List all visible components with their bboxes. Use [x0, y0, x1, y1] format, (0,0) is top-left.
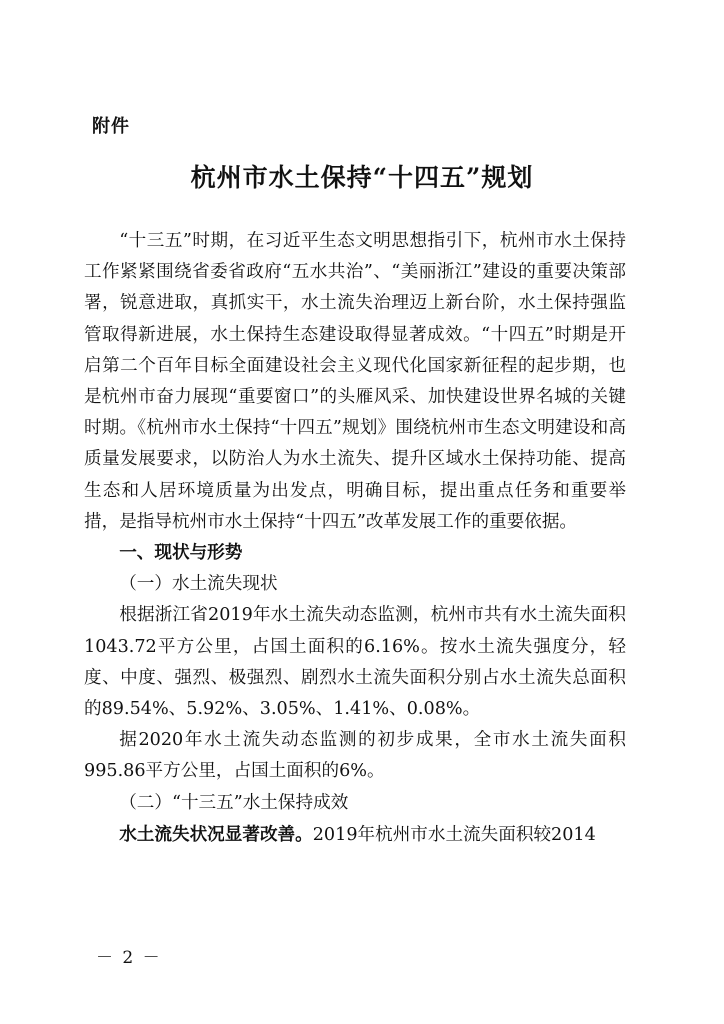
- page-number: － 2 －: [96, 948, 162, 968]
- subsection-heading-achievements: （二）“十三五”水土保持成效: [119, 792, 349, 813]
- intro-paragraph: “十三五”时期，在习近平生态文明思想指引下，杭州市水土保持工作紧紧围绕省委省政府“五水共治”、“美丽浙江”建设的重要决策部署，锐意进取，真抓实干，水土流失治理迈上新台阶，水土保持强监管取得新进展，水土保持生态建设取得显著成效。“十四五”时期是开启第二个百年目标全面建设社会主义现代化国家新征程的起步期，也是杭州市奋力展现“重要窗口”的头雁风采、加快建设世界名城的关键时期。《杭州市水土保持“十四五”规划》围绕杭州市生态文明建设和高质量发展要求，以防治人为水土流失、提升区域水土保持功能、提高生态和人居环境质量为出发点，明确目标，提出重点任务和重要举措，是指导杭州市水土保持“十四五”改革发展工作的重要依据。: [84, 231, 626, 532]
- document-title: 杭州市水土保持“十四五”规划: [190, 163, 534, 192]
- achievements-lead-bold: 水土流失状况显著改善。: [119, 823, 313, 845]
- attachment-label: 附件: [92, 116, 130, 137]
- subsection-heading-erosion-status: （一）水土流失现状: [119, 574, 278, 595]
- erosion-2020-paragraph: 据2020年水土流失动态监测的初步成果，全市水土流失面积995.86平方公里，占国土面积的6%。: [84, 730, 626, 782]
- achievements-lead-text: 2019年杭州市水土流失面积较2014: [312, 824, 596, 845]
- erosion-monitoring-paragraph: 根据浙江省2019年水土流失动态监测，杭州市共有水土流失面积1043.72平方公里，占国土面积的6.16%。按水土流失强度分，轻度、中度、强烈、极强烈、剧烈水土流失面积分别占水土流失总面积的89.54%、5.92%、3.05%、1.41%、0.08%。: [84, 605, 626, 720]
- achievements-paragraph: [84, 819, 626, 851]
- section-heading-status: 一、现状与形势: [119, 543, 243, 564]
- document-body: [84, 226, 626, 851]
